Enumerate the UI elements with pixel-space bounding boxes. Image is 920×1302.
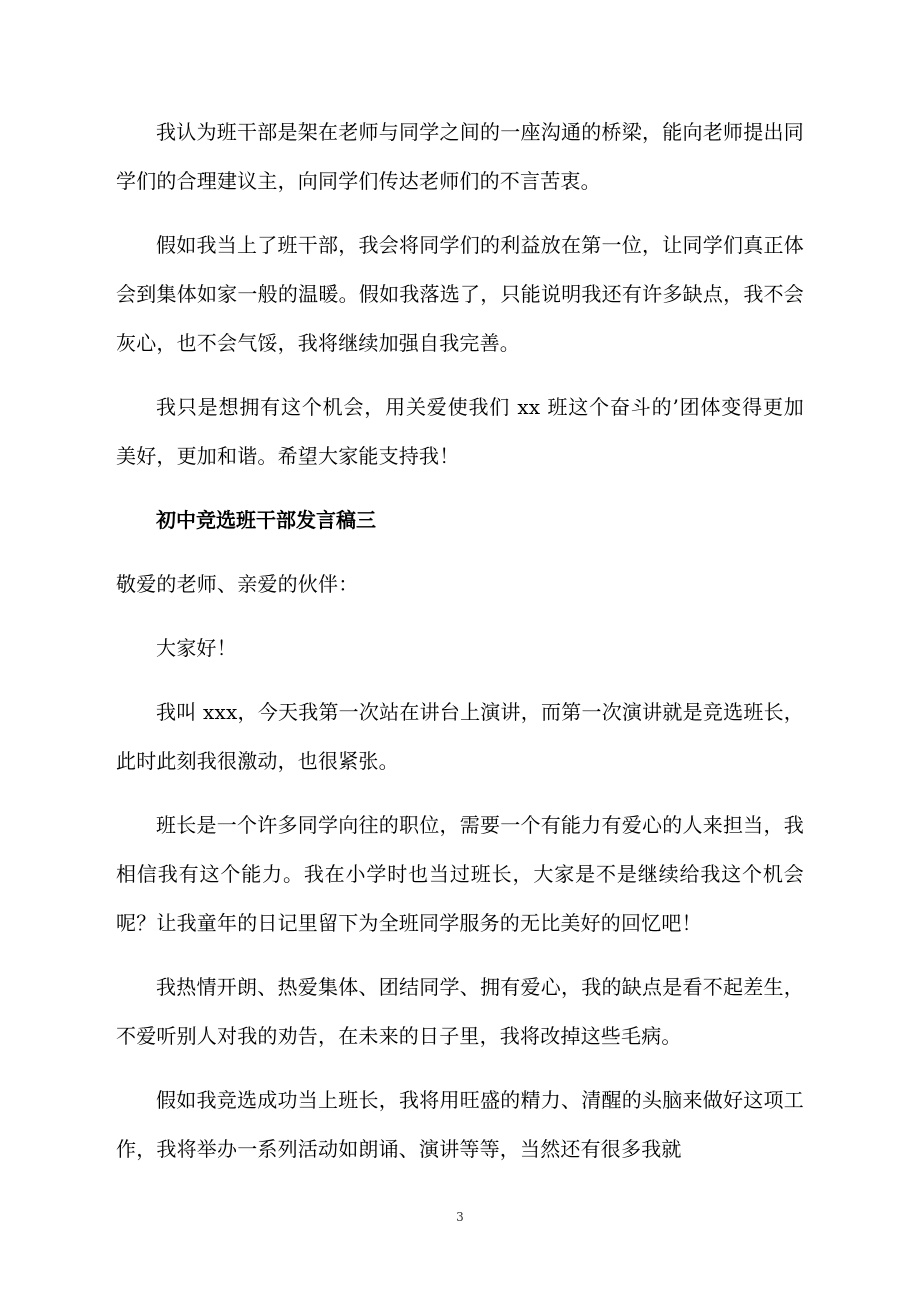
- paragraph-opportunity: 我只是想拥有这个机会，用关爱使我们 xx 班这个奋斗的’团体变得更加美好，更加和谐。希望大家能支持我！: [116, 395, 804, 468]
- document-body: [116, 108, 804, 1189]
- paragraph-class-monitor: 班长是一个许多同学向往的职位，需要一个有能力有爱心的人来担当，我相信我有这个能力。我在小学时也当过班长，大家是不是继续给我这个机会呢？让我童年的日记里留下为全班同学服务的无比美好的回忆吧！: [116, 813, 804, 935]
- paragraph-strengths-weaknesses: 我热情开朗、热爱集体、团结同学、拥有爱心，我的缺点是看不起差生，不爱听别人对我的劝告，在未来的日子里，我将改掉这些毛病。: [116, 975, 804, 1048]
- paragraph-introduction: 我叫 xxx，今天我第一次站在讲台上演讲，而第一次演讲就是竞选班长，此时此刻我很激动，也很紧张。: [116, 700, 804, 773]
- paragraph-greeting: 大家好！: [156, 636, 237, 660]
- paragraph-plans: 假如我竞选成功当上班长，我将用旺盛的精力、清醒的头脑来做好这项工作，我将举办一系列活动如朗诵、演讲等等，当然还有很多我就: [116, 1088, 804, 1161]
- page-number: 3: [456, 1210, 464, 1224]
- section-heading: 初中竞选班干部发言稿三: [156, 508, 376, 532]
- salutation: 敬爱的老师、亲爱的伙伴：: [116, 572, 359, 596]
- paragraph-bridge: 我认为班干部是架在老师与同学之间的一座沟通的桥梁，能向老师提出同学们的合理建议主，向同学们传达老师们的不言苦衷。: [116, 120, 804, 193]
- paragraph-if-elected: 假如我当上了班干部，我会将同学们的利益放在第一位，让同学们真正体会到集体如家一般的温暖。假如我落选了，只能说明我还有许多缺点，我不会灰心，也不会气馁，我将继续加强自我完善。: [116, 233, 804, 355]
